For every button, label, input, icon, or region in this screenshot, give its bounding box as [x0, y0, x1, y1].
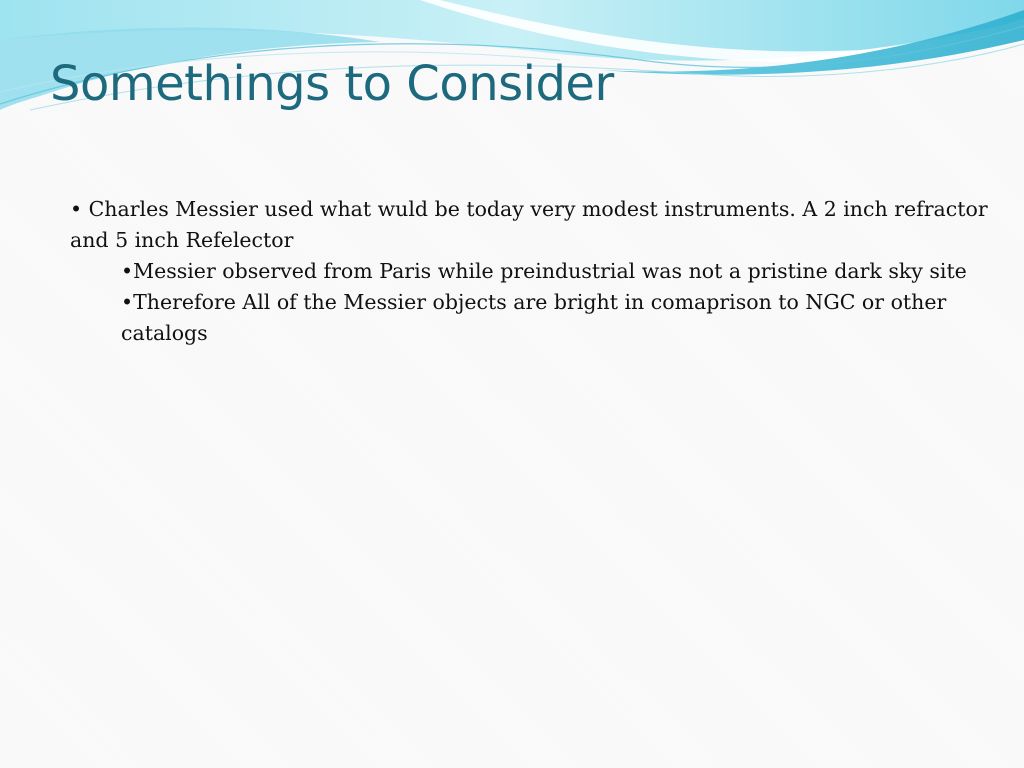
bullet-item-bright-objects: •Therefore All of the Messier objects are bright in comaprison to NGC or other catalogs — [121, 290, 947, 345]
bullet-item-paris-site: •Messier observed from Paris while preindustrial was not a pristine dark sky site — [121, 259, 967, 283]
bullet-item-instruments: • Charles Messier used what wuld be today very modest instruments. A 2 inch refractor and 5 inch Refelector — [70, 197, 988, 252]
bullet-list — [70, 194, 1005, 349]
slide-title: Somethings to Consider — [50, 56, 614, 112]
